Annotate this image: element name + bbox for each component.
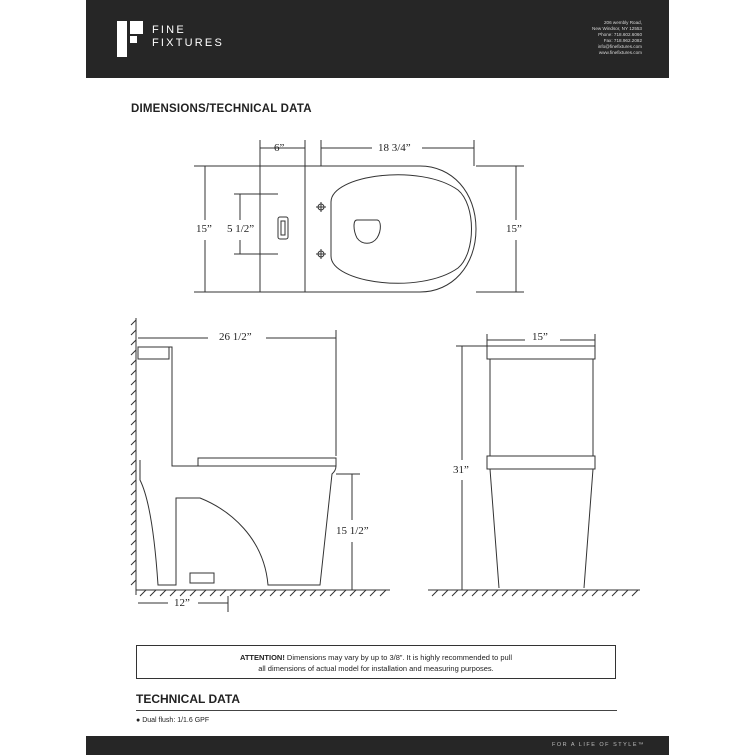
brand-line-2: FIXTURES xyxy=(152,36,224,49)
contact-address-1: 206 wembly Road, xyxy=(603,20,642,25)
side-view-drawing xyxy=(131,318,390,612)
contact-website[interactable]: www.finefixtures.com xyxy=(598,50,642,55)
technical-data-title: TECHNICAL DATA xyxy=(136,692,240,706)
seat-height-label: 15 1/2” xyxy=(336,525,369,537)
footer-banner xyxy=(86,736,669,755)
contact-fax: Fax: 718.962.2082 xyxy=(603,38,642,43)
contact-address-2: New Windsor, NY 12553 xyxy=(592,26,642,31)
contact-phone: Phone: 718.602.6060 xyxy=(598,32,642,37)
page-title: DIMENSIONS/TECHNICAL DATA xyxy=(131,103,312,115)
list-item: ● Dual flush: 1/1.6 GPF xyxy=(136,717,210,724)
brand-line-1: FINE xyxy=(152,24,186,36)
attention-text-1: Dimensions may vary by up to 3/8”. It is highly recommended to pull xyxy=(284,653,513,662)
attention-line-1 xyxy=(137,652,615,663)
tank-depth-label: 6” xyxy=(274,142,285,154)
attention-label: ATTENTION! xyxy=(239,653,285,662)
attention-line-2: all dimensions of actual model for installation and measuring purposes. xyxy=(258,664,494,673)
contact-email[interactable]: info@finefixtures.com xyxy=(597,44,642,49)
front-width-label: 15” xyxy=(532,331,548,343)
width-right-label: 15” xyxy=(506,223,522,235)
bowl-length-label: 18 3/4” xyxy=(378,142,411,154)
overall-height-label: 31” xyxy=(453,464,469,476)
top-view-drawing xyxy=(194,140,524,292)
overall-depth-label: 26 1/2” xyxy=(219,331,252,343)
outlet-spacing-label: 5 1/2” xyxy=(227,223,255,235)
width-left-label: 15” xyxy=(196,223,212,235)
rough-in-label: 12” xyxy=(174,597,190,609)
dual-flush-spec: Dual flush: 1/1.6 GPF xyxy=(142,717,210,724)
footer-tagline: FOR A LIFE OF STYLE™ xyxy=(552,742,645,748)
attention-notice xyxy=(136,645,616,679)
technical-data-divider xyxy=(136,710,617,711)
